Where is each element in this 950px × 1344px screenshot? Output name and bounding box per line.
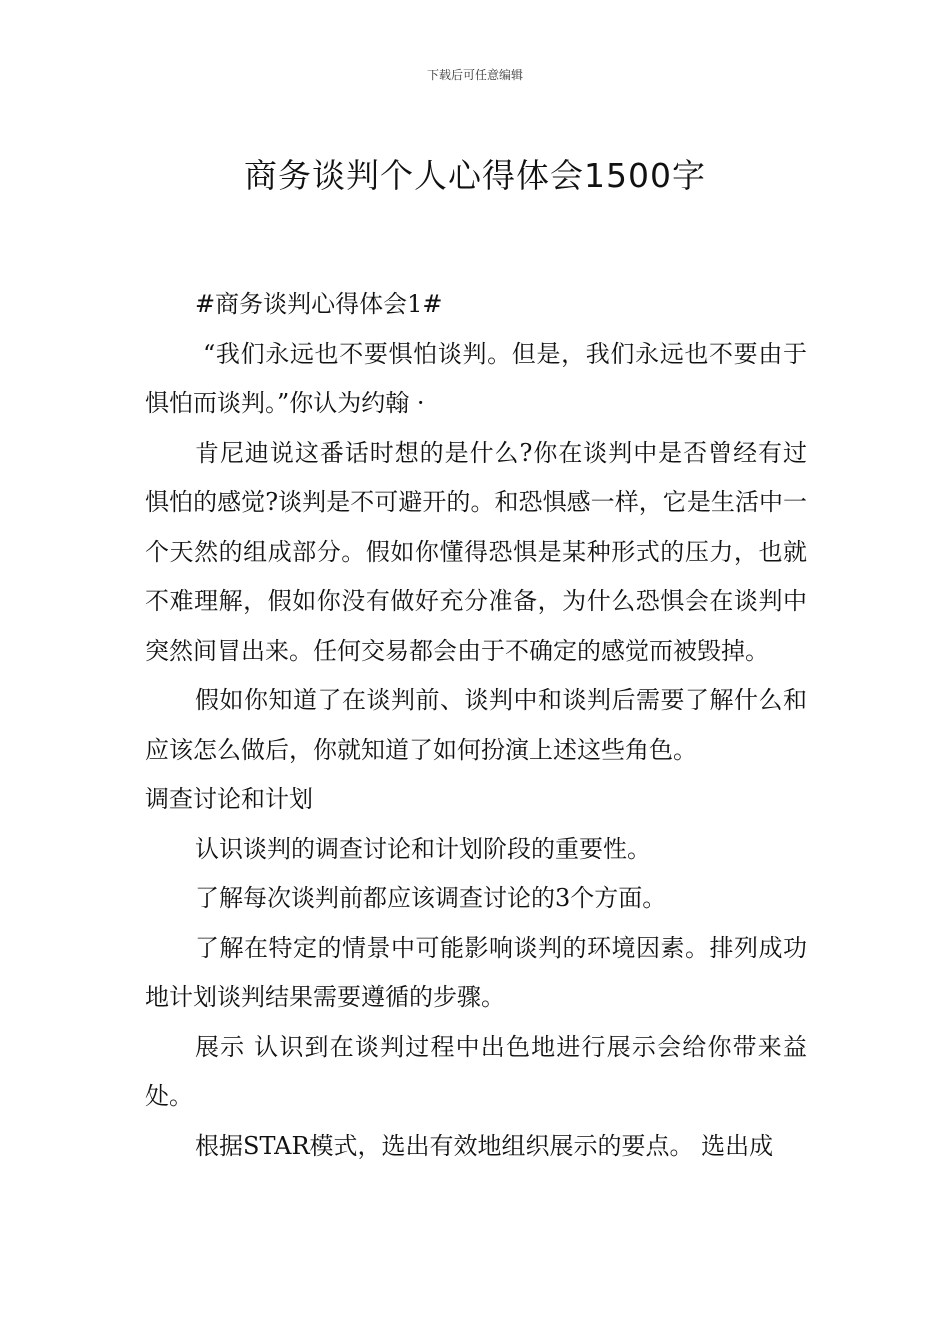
document-title: 商务谈判个人心得体会1500字 <box>244 156 706 196</box>
section-heading: #商务谈判心得体会1# <box>195 290 443 318</box>
paragraph: 根据STAR模式，选出有效地组织展示的要点。 选出成 <box>195 1131 774 1160</box>
subheading-research-planning: 调查讨论和计划 <box>145 785 313 813</box>
paragraph: 展示 认识到在谈判过程中出色地进行展示会给你带来益处。 <box>145 1032 807 1110</box>
document-body <box>145 280 807 1171</box>
paragraph: 了解在特定的情景中可能影响谈判的环境因素。排列成功地计划谈判结果需要遵循的步骤。 <box>145 933 807 1011</box>
paragraph: 假如你知道了在谈判前、谈判中和谈判后需要了解什么和应该怎么做后，你就知道了如何扮演上述这些角色。 <box>145 686 807 764</box>
paragraph-quote: “我们永远也不要惧怕谈判。但是，我们永远也不要由于惧怕而谈判。”你认为约翰 · <box>145 339 807 417</box>
page-header-note: 下载后可任意编辑 <box>426 68 523 82</box>
paragraph: 了解每次谈判前都应该调查讨论的3个方面。 <box>195 884 667 912</box>
paragraph: 认识谈判的调查讨论和计划阶段的重要性。 <box>195 834 651 863</box>
paragraph: 肯尼迪说这番话时想的是什么?你在谈判中是否曾经有过惧怕的感觉?谈判是不可避开的。和恐惧感一样，它是生活中一个天然的组成部分。假如你懂得恐惧是某种形式的压力，也就不难理解，假如你没有做好充分准备，为什么恐惧会在谈判中突然间冒出来。任何交易都会由于不确定的感觉而被毁掉。 <box>145 438 807 665</box>
